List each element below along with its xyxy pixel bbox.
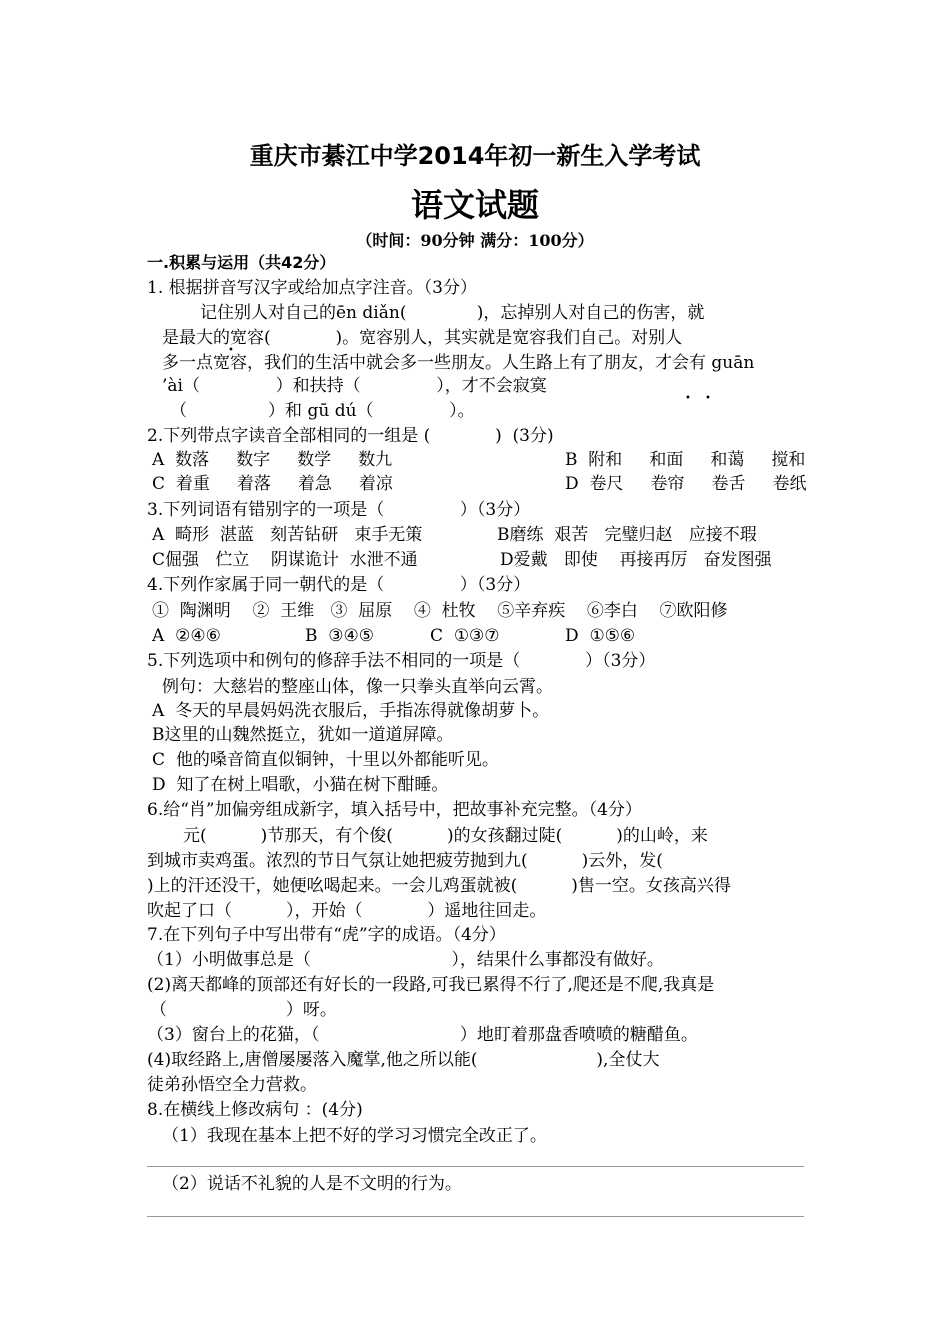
emphasis-dot: • [685, 393, 691, 404]
author-list: ① 陶渊明 ② 王维 ③ 屈原 ④ 杜牧 ⑤辛弃疾 ⑥李白 ⑦欧阳修 [152, 601, 728, 621]
option-b: B磨练 艰苦 完璧归赵 应接不瑕 [497, 525, 757, 545]
question-1-text-line: ’ài（ ）和扶持（ ），才不会寂寞 [162, 376, 547, 396]
option-c: C ①③⑦ [430, 626, 500, 646]
sentence-1: （1）小明做事总是（ ），结果什么事都没有做好。 [147, 950, 664, 970]
story-line: 元( )节那天，有个俊( )的女孩翻过陡( )的山岭，来 [183, 826, 708, 846]
question-1-text-line: 是最大的宽容( )。宽容别人，其实就是宽容我们自己。对别人 [162, 328, 683, 348]
option-c: C 他的嗓音简直似铜钟，十里以外都能听见。 [152, 750, 499, 770]
exam-meta: （时间：90分钟 满分：100分） [356, 231, 594, 250]
question-2: 2.下列带点字读音全部相同的一组是 ( ) (3分) [147, 426, 554, 446]
story-line: )上的汗还没干，她便吆喝起来。一会儿鸡蛋就被( )售一空。女孩高兴得 [147, 876, 731, 896]
answer-line[interactable] [147, 1166, 804, 1167]
sentence-2-cont: （ ）呀。 [150, 1000, 337, 1020]
answer-line[interactable] [147, 1216, 804, 1217]
option-a: A ②④⑥ [152, 626, 221, 646]
faulty-sentence-1: （1）我现在基本上把不好的学习习惯完全改正了。 [162, 1126, 547, 1146]
option-a: A 数落 数字 数学 数九 [152, 450, 393, 470]
option-d: D 卷尺 卷帘 卷舌 卷纸 [565, 474, 807, 494]
example-sentence: 例句：大慈岩的整座山体，像一只拳头直举向云霄。 [162, 677, 553, 697]
question-6: 6.给“肖”加偏旁组成新字，填入括号中，把故事补充完整。（4分） [147, 800, 642, 820]
sentence-2: (2)离天都峰的顶部还有好长的一段路,可我已累得不行了,爬还是不爬,我真是 [147, 975, 715, 995]
question-1: 1. 根据拼音写汉字或给加点字注音。（3分） [147, 278, 477, 298]
option-a: A 畸形 湛蓝 刻苦钻研 束手无策 [152, 525, 423, 545]
faulty-sentence-2: （2）说话不礼貌的人是不文明的行为。 [162, 1174, 462, 1194]
question-1-text-line: （ ）和 gū dú（ ）。 [170, 401, 475, 421]
subject-title: 语文试题 [410, 186, 539, 224]
sentence-3: （3）窗台上的花猫，（ ）地盯着那盘香喷喷的糖醋鱼。 [147, 1025, 698, 1045]
option-c: C倔强 伫立 阴谋诡计 水泄不通 [152, 550, 418, 570]
section-heading: 一.积累与运用（共42分） [147, 253, 336, 272]
option-d: D爱戴 即使 再接再厉 奋发图强 [500, 550, 772, 570]
option-d: D 知了在树上唱歌，小猫在树下酣睡。 [152, 775, 449, 795]
question-1-text-line: 记住别人对自己的ēn diǎn( )，忘掉别人对自己的伤害，就 [200, 303, 705, 323]
story-line: 吹起了口（ ），开始（ ）遥地往回走。 [147, 901, 547, 921]
exam-title: 重庆市綦江中学2014年初一新生入学考试 [249, 142, 701, 170]
question-8: 8.在横线上修改病句 ：(4分) [147, 1100, 363, 1120]
option-b: B这里的山魏然挺立，犹如一道道屏障。 [152, 725, 454, 745]
story-line: 到城市卖鸡蛋。浓烈的节日气氛让她把疲劳抛到九( )云外，发( [147, 851, 663, 871]
question-7: 7.在下列句子中写出带有“虎”字的成语。（4分） [147, 925, 506, 945]
option-b: B 附和 和面 和蔼 搅和 [565, 450, 806, 470]
emphasis-dot: • [705, 393, 711, 404]
emphasis-dot: • [228, 345, 234, 356]
question-1-text-line: 多一点宽容，我们的生活中就会多一些朋友。人生路上有了朋友，才会有 guān [162, 353, 755, 373]
sentence-4-cont: 徒弟孙悟空全力营救。 [147, 1075, 317, 1095]
sentence-4: (4)取经路上,唐僧屡屡落入魔掌,他之所以能( ),全仗大 [147, 1050, 660, 1070]
question-5: 5.下列选项中和例句的修辞手法不相同的一项是（ ）（3分） [147, 651, 656, 671]
option-b: B ③④⑤ [305, 626, 375, 646]
question-3: 3.下列词语有错别字的一项是（ ）（3分） [147, 500, 531, 520]
question-4: 4.下列作家属于同一朝代的是（ ）（3分） [147, 575, 531, 595]
option-d: D ①⑤⑥ [565, 626, 636, 646]
option-c: C 着重 着落 着急 着凉 [152, 474, 393, 494]
option-a: A 冬天的早晨妈妈洗衣服后，手指冻得就像胡萝卜。 [152, 701, 550, 721]
